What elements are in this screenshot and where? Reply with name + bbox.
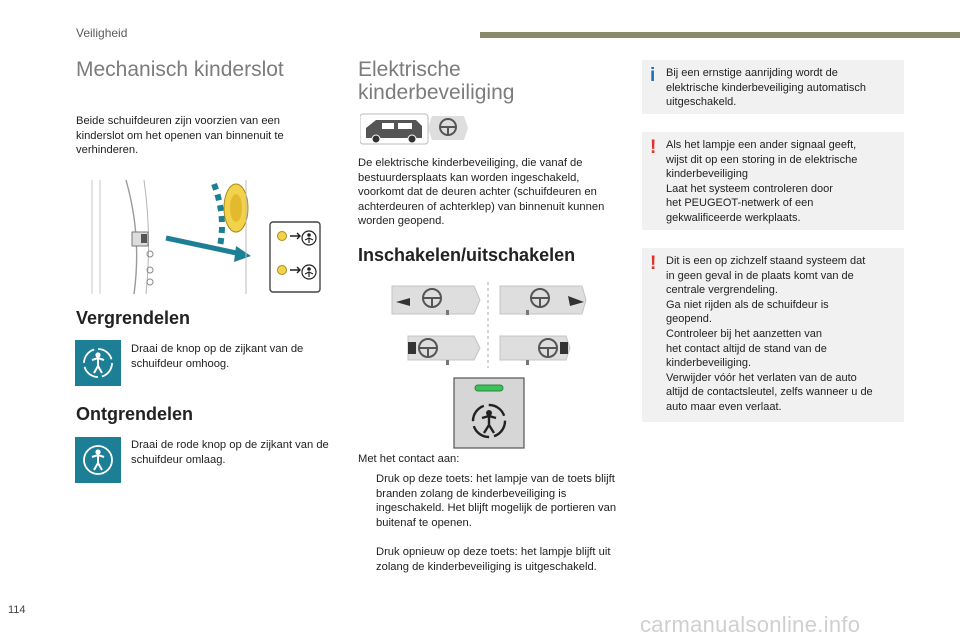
electric-lock-title-line2: kinderbeveiliging [358, 81, 515, 104]
lock-heading: Vergrendelen [76, 308, 191, 328]
callout-line: in geen geval in de plaats komt van de [666, 269, 854, 282]
callout-line: het contact altijd de stand van de [666, 342, 827, 355]
callout-line: Controleer bij het aanzetten van [666, 327, 822, 340]
callout-line: gekwalificeerde werkplaats. [666, 211, 801, 224]
header-bar [480, 32, 960, 38]
callout-line: het PEUGEOT-netwerk of een [666, 197, 814, 210]
contact-text: Met het contact aan: [358, 453, 460, 465]
callout-line: kinderbeveiliging. [666, 357, 751, 370]
warning-icon: ! [650, 137, 657, 158]
callout-line: Ga niet rijden als de schuifdeur is [666, 298, 829, 311]
unlock-heading: Ontgrendelen [76, 404, 194, 424]
callout-line: kinderbeveiliging [666, 168, 748, 181]
callout-line: uitgeschakeld. [666, 96, 737, 109]
warning-callout-independent-system [642, 248, 904, 422]
mechanical-lock-title: Mechanisch kinderslot [76, 58, 284, 81]
callout-line: geopend. [666, 313, 712, 326]
child-lock-unlocked-icon [75, 437, 121, 483]
activate-heading: Inschakelen/uitschakelen [358, 245, 576, 265]
section-label: Veiligheid [76, 26, 128, 40]
callout-line: Als het lampje een ander signaal geeft, [666, 139, 857, 151]
bullet-text: Druk opnieuw op deze toets: het lampje blijft uit zolang de kinderbeveiliging is uitgeschakeld. [376, 546, 611, 573]
callout-line: elektrische kinderbeveiliging automatisch [666, 81, 866, 94]
steering-positions-diagram [388, 280, 588, 370]
callout-line: Dit is een op zichzelf staand systeem dat [666, 255, 866, 267]
callout-line: centrale vergrendeling. [666, 284, 778, 297]
warning-icon: ! [650, 253, 657, 274]
vehicle-steering-icon [360, 112, 472, 146]
bullet-text: Druk op deze toets: het lampje van de toets blijft branden zolang de kinderbeveiliging is ingeschakeld. Het blijft mogelijk de portieren van buitenaf te openen. [376, 473, 617, 529]
callout-line: altijd de contactsleutel, zelfs wanneer u de [666, 386, 873, 399]
unlock-text: Draai de rode knop op de zijkant van de schuifdeur omlaag. [131, 439, 329, 466]
child-lock-button[interactable] [453, 377, 525, 449]
callout-line: Laat het systeem controleren door [666, 182, 833, 195]
mechanical-lock-intro: Beide schuifdeuren zijn voorzien van een kinderslot om het openen van binnenuit te verhinderen. [76, 115, 284, 157]
electric-lock-intro: De elektrische kinderbeveiliging, die vanaf de bestuurdersplaats kan worden ingeschakeld, voorkomt dat de deuren achter (schuifdeuren en achterdeuren of achterklep) van binnenuit kunnen worden geopend. [358, 157, 605, 228]
child-lock-locked-icon [75, 340, 121, 386]
callout-line: auto maar even verlaat. [666, 400, 782, 413]
watermark: carmanualsonline.info [640, 612, 861, 637]
warning-callout-malfunction [642, 132, 904, 230]
lock-text: Draai de knop op de zijkant van de schuifdeur omhoog. [131, 343, 304, 370]
callout-line: wijst dit op een storing in de elektrische [666, 153, 858, 166]
page-number: 114 [8, 604, 26, 616]
info-callout [642, 60, 904, 114]
electric-lock-title-line1: Elektrische [358, 58, 461, 81]
info-icon: i [650, 65, 656, 86]
callout-line: Verwijder vóór het verlaten van de auto [666, 371, 857, 384]
callout-line: Bij een ernstige aanrijding wordt de [666, 67, 838, 79]
door-lock-illustration [86, 176, 322, 298]
